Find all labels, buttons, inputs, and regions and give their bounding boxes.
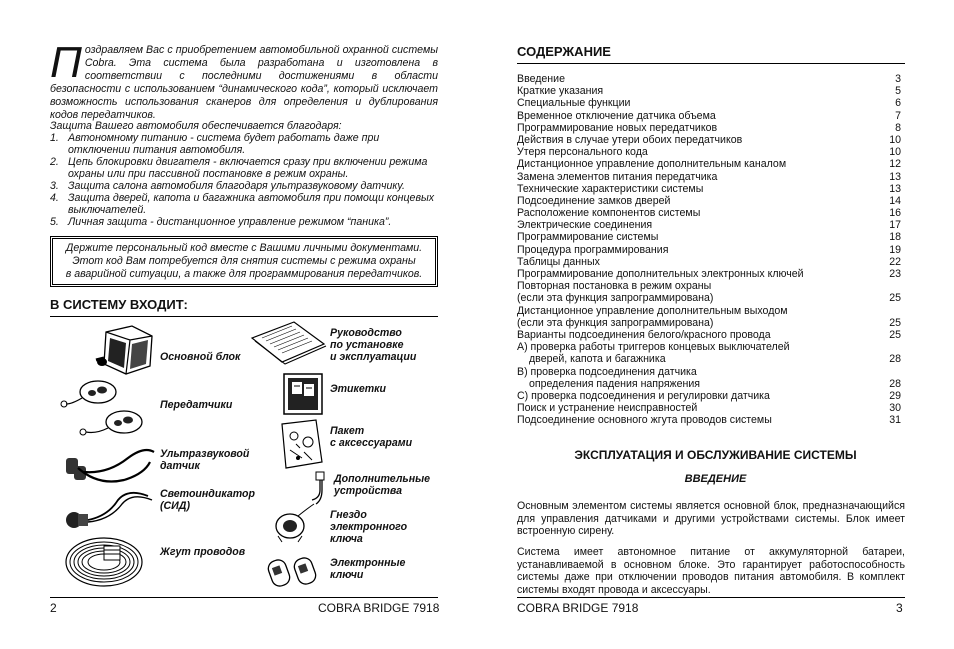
toc-title: Подсоединение замков дверей: [517, 194, 671, 207]
intro-text: оздравляем Вас с приобретением автомобильной охранной системы Cobra. Эта система была разработана и изготовлена в соответствии с последними достижениями в области безопасности с использованием “динамического кода”, который исключает возможность использования сканеров для определения и дублирования кодов передатчиков.: [50, 44, 438, 121]
protection-item-text: Защита салона автомобиля благодаря ультразвуковому датчику.: [68, 180, 405, 192]
toc-row: [517, 195, 901, 207]
protection-item: [50, 132, 440, 156]
transmitters-icon: [56, 378, 146, 440]
protection-item-text: Личная защита - дистанционное управление режимом “паника”.: [68, 216, 392, 228]
kit-label-labels: Этикетки: [330, 383, 387, 395]
toc-page: 13: [889, 182, 901, 195]
toc-heading: СОДЕРЖАНИЕ: [517, 44, 611, 59]
intro-paragraph-1: Основным элементом системы является основной блок, предназначающийся для управления датчиками и другими устройствами системы. Блок имеет встроенную сирену.: [517, 500, 905, 538]
toc-page: 3: [895, 73, 901, 85]
notice-line: в аварийной ситуации, а также для программирования передатчиков.: [65, 268, 423, 280]
toc-row: [517, 305, 901, 317]
toc-page: 10: [889, 133, 901, 146]
wire-harness-icon: [60, 526, 156, 594]
protection-item: [50, 180, 440, 192]
toc-title: Временное отключение датчика объема: [517, 109, 716, 122]
toc-title: Действия в случае утери обоих передатчиков: [517, 133, 743, 146]
toc-row: [517, 353, 901, 365]
toc-title: Утеря персонального кода: [517, 146, 648, 159]
toc-row: [517, 73, 901, 85]
intro-paragraph: [50, 38, 438, 122]
toc-page: 30: [889, 402, 901, 415]
protection-item-number: 2.: [50, 156, 59, 168]
toc-title: Программирование системы: [517, 231, 659, 244]
toc-page: 10: [889, 146, 901, 159]
toc-title: Поиск и устранение неисправностей: [517, 402, 698, 415]
intro-paragraph-2: Система имеет автономное питание от аккумуляторной батареи, устанавливаемой в основном блоке. Это гарантирует работоспособность системы даже при отключении проводов питания автомобиля. В комплект системы входят провода и аксессуары.: [517, 546, 905, 596]
toc-title: Варианты подсоединения белого/красного провода: [517, 328, 771, 341]
right-footer-title: COBRA BRIDGE 7918: [517, 601, 639, 615]
protection-list: [50, 120, 440, 228]
toc-row: [517, 134, 901, 146]
intro-heading: ВВЕДЕНИЕ: [684, 473, 747, 485]
toc-row: [517, 402, 901, 414]
notice-line: Этот код Вам потребуется для снятия системы с режима охраны: [72, 255, 416, 267]
toc-row: [517, 292, 901, 304]
toc-row: [517, 97, 901, 109]
toc-title: Подсоединение основного жгута проводов системы: [517, 414, 772, 427]
toc-heading-rule: [517, 63, 905, 64]
toc-row: [517, 207, 901, 219]
toc-title: Таблицы данных: [517, 255, 600, 268]
toc-title: Специальные функции: [517, 97, 631, 110]
toc-title: Дистанционное управление дополнительным выходом: [517, 304, 788, 317]
left-footer-title: COBRA BRIDGE 7918: [318, 601, 440, 615]
toc-title: Введение: [517, 73, 565, 85]
toc-page: 8: [895, 121, 901, 134]
toc-row: [517, 231, 901, 243]
protection-item-number: 3.: [50, 180, 59, 192]
toc-page: 16: [889, 207, 901, 220]
table-of-contents: [517, 73, 901, 426]
toc-page: 19: [889, 243, 901, 256]
kit-heading-rule: [50, 316, 438, 317]
protection-item: [50, 156, 440, 180]
kit-label-transmitters: Передатчики: [160, 399, 233, 411]
toc-page: [881, 366, 901, 378]
drop-cap: П: [50, 38, 82, 87]
toc-page: 28: [889, 353, 901, 366]
toc-page: 25: [889, 328, 901, 341]
toc-title: Программирование новых передатчиков: [517, 121, 718, 134]
accessory-bag-icon: [276, 418, 326, 470]
kit-label-ultrasonic: Ультразвуковой датчик: [160, 448, 250, 472]
toc-page: 13: [889, 170, 901, 183]
kit-label-additional: Дополнительные устройства: [334, 473, 431, 497]
toc-title: (если эта функция запрограммирована): [517, 316, 714, 329]
toc-title: Электрические соединения: [517, 219, 653, 232]
toc-row: [517, 146, 901, 158]
kit-label-accessory-bag: Пакет с аксессуарами: [330, 425, 413, 449]
labels-icon: [282, 370, 324, 418]
right-page: [477, 0, 954, 649]
kit-label-key-socket: Гнездо электронного ключа: [330, 509, 408, 545]
toc-page: 25: [889, 292, 901, 305]
personal-code-notice: [50, 236, 438, 287]
toc-page: [881, 341, 901, 353]
kit-label-main-unit: Основной блок: [160, 351, 241, 363]
kit-label-manual: Руководство по установке и эксплуатации: [330, 327, 417, 363]
toc-row: [517, 317, 901, 329]
right-page-number: 3: [896, 601, 903, 615]
protection-item-text: Цепь блокировки двигателя - включается сразу при включении режима охраны или при пассивной постановке в режим охраны.: [68, 156, 428, 180]
toc-page: 5: [895, 85, 901, 98]
protection-item-number: 4.: [50, 192, 59, 204]
toc-title: Замена элементов питания передатчика: [517, 170, 718, 183]
toc-page: [881, 280, 901, 292]
electronic-keys-icon: [266, 554, 326, 588]
toc-page: 25: [889, 316, 901, 329]
toc-title: Повторная постановка в режим охраны: [517, 280, 712, 293]
main-unit-icon: [92, 322, 158, 378]
toc-page: [881, 305, 901, 317]
footer-rule: [50, 597, 438, 598]
toc-page: 18: [889, 231, 901, 244]
kit-heading: В СИСТЕМУ ВХОДИТ:: [50, 297, 188, 312]
toc-row: [517, 341, 901, 353]
toc-row: [517, 268, 901, 280]
toc-row: [517, 244, 901, 256]
toc-row: [517, 390, 901, 402]
toc-row: [517, 171, 901, 183]
toc-row: [517, 378, 901, 390]
toc-title: С) проверка подсоединения и регулировки датчика: [517, 389, 770, 402]
toc-page: 31: [889, 414, 901, 427]
toc-page: 12: [889, 158, 901, 171]
kit-label-led: Светоиндикатор (СИД): [160, 488, 255, 512]
toc-row: [517, 158, 901, 170]
toc-page: 29: [889, 389, 901, 402]
toc-row: [517, 414, 901, 426]
toc-title: Дистанционное управление дополнительным каналом: [517, 158, 787, 171]
toc-title: В) проверка подсоединения датчика: [517, 365, 697, 378]
toc-title: Программирование дополнительных электронных ключей: [517, 268, 804, 280]
toc-page: 6: [895, 97, 901, 110]
toc-title: Краткие указания: [517, 85, 604, 98]
kit-label-keys: Электронные ключи: [330, 557, 406, 581]
toc-page: 17: [889, 219, 901, 232]
toc-row: [517, 122, 901, 134]
toc-row: [517, 110, 901, 122]
toc-row: [517, 329, 901, 341]
manual-icon: [248, 318, 328, 366]
toc-row: [517, 219, 901, 231]
toc-title: Процедура программирования: [517, 243, 669, 256]
toc-title: (если эта функция запрограммирована): [517, 292, 714, 305]
toc-row: [517, 85, 901, 97]
ops-heading: ЭКСПЛУАТАЦИЯ И ОБСЛУЖИВАНИЕ СИСТЕМЫ: [574, 448, 857, 462]
toc-title: Расположение компонентов системы: [517, 207, 701, 220]
protection-heading: Защита Вашего автомобиля обеспечивается благодаря:: [50, 120, 342, 132]
toc-row: [517, 366, 901, 378]
footer-rule: [517, 597, 905, 598]
toc-row: [517, 280, 901, 292]
protection-item-text: Защита дверей, капота и багажника автомобиля при помощи концевых выключателей.: [68, 192, 435, 216]
toc-title: Технические характеристики системы: [517, 182, 704, 195]
protection-item-number: 1.: [50, 132, 59, 144]
protection-item: [50, 216, 440, 228]
toc-page: 28: [889, 377, 901, 390]
toc-page: 22: [889, 255, 901, 268]
toc-page: 7: [895, 109, 901, 122]
toc-row: [517, 256, 901, 268]
toc-row: [517, 183, 901, 195]
toc-title: определения падения напряжения: [529, 377, 701, 390]
toc-page: 14: [889, 194, 901, 207]
left-page-number: 2: [50, 601, 57, 615]
ultrasonic-sensor-icon: [58, 440, 158, 488]
protection-item-number: 5.: [50, 216, 59, 228]
toc-title: А) проверка работы триггеров концевых выключателей: [517, 341, 790, 354]
toc-title: дверей, капота и багажника: [529, 353, 666, 366]
notice-line: Держите персональный код вместе с Вашими личными документами.: [65, 242, 423, 254]
protection-item-text: Автономному питанию - система будет работать даже при отключении питания автомобиля.: [68, 132, 380, 156]
toc-page: 23: [889, 268, 901, 280]
protection-item: [50, 192, 440, 216]
key-socket-icon: [268, 500, 318, 544]
kit-label-wire-harness: Жгут проводов: [160, 546, 246, 558]
